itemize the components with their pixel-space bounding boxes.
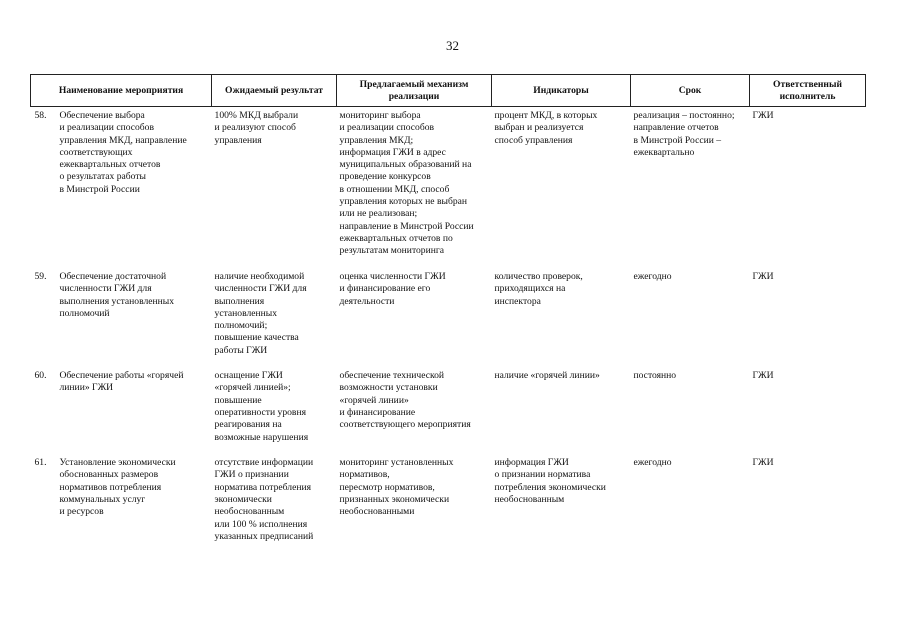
header-indicators: Индикаторы: [492, 75, 631, 107]
page-number: 32: [446, 38, 459, 53]
mechanism: оценка численности ГЖИ и финансирование его деятельности: [339, 271, 446, 307]
header-responsible: Ответственный исполнитель: [750, 75, 866, 107]
row-number: 58.: [34, 110, 47, 121]
indicators: количество проверок, приходящихся на инспектора: [494, 271, 583, 307]
table-row: [31, 107, 866, 269]
measure-name: Установление экономически обоснованных размеров нормативов потребления коммунальных услуг и ресурсов: [59, 457, 176, 518]
table-row: [31, 454, 866, 557]
expected-result: оснащение ГЖИ «горячей линией»; повышение оперативности уровня реагирования на возможные нарушения: [214, 370, 309, 443]
term: реализация – постоянно; направление отчетов в Минстрой России – ежеквартально: [633, 110, 735, 158]
row-number: 59.: [34, 271, 47, 282]
responsible: ГЖИ: [752, 370, 774, 382]
mechanism: обеспечение технической возможности установки «горячей линии» и финансирование соответствующего мероприятия: [339, 370, 471, 431]
table-row: [31, 367, 866, 454]
measure-name: Обеспечение выбора и реализации способов управления МКД, направление соответствующих ежеквартальных отчетов о результатах работы в Минстрой России: [59, 110, 187, 195]
header-term: Срок: [631, 75, 750, 107]
expected-result: отсутствие информации ГЖИ о признании норматива потребления экономически необоснованным или 100 % исполнения указанных предписаний: [214, 457, 314, 542]
header-mechanism: Предлагаемый механизм реализации: [337, 75, 492, 107]
expected-result: наличие необходимой численности ГЖИ для выполнения установленных полномочий; повышение качества работы ГЖИ: [214, 271, 307, 356]
term: постоянно: [633, 370, 677, 382]
row-number: 60.: [34, 370, 47, 382]
expected-result: 100% МКД выбрали и реализуют способ управления: [214, 110, 299, 146]
measure-name: Обеспечение работы «горячей линии» ГЖИ: [59, 370, 184, 394]
term: ежегодно: [633, 457, 672, 469]
measures-table: [30, 74, 866, 557]
header-name: Наименование мероприятия: [31, 75, 212, 107]
indicators: процент МКД, в которых выбран и реализуется способ управления: [494, 110, 598, 146]
term: ежегодно: [633, 271, 672, 282]
responsible: ГЖИ: [752, 271, 774, 282]
header-result: Ожидаемый результат: [212, 75, 337, 107]
table-row: [31, 268, 866, 367]
row-number: 61.: [34, 457, 47, 469]
measure-name: Обеспечение достаточной численности ГЖИ для выполнения установленных полномочий: [59, 271, 175, 319]
mechanism: мониторинг выбора и реализации способов управления МКД; информация ГЖИ в адрес муниципальных образований на проведение конкурсов в отношении МКД, способ управления которых не выбран или не реализован; направление в Минстрой России ежеквартальных отчетов по результатам мониторинга: [339, 110, 474, 257]
responsible: ГЖИ: [752, 457, 774, 469]
indicators: информация ГЖИ о признании норматива потребления экономически необоснованным: [494, 457, 606, 505]
indicators: наличие «горячей линии»: [494, 370, 600, 382]
table-header-row: [31, 75, 866, 107]
responsible: ГЖИ: [752, 110, 774, 121]
mechanism: мониторинг установленных нормативов, пересмотр нормативов, признанных экономически необоснованными: [339, 457, 454, 518]
